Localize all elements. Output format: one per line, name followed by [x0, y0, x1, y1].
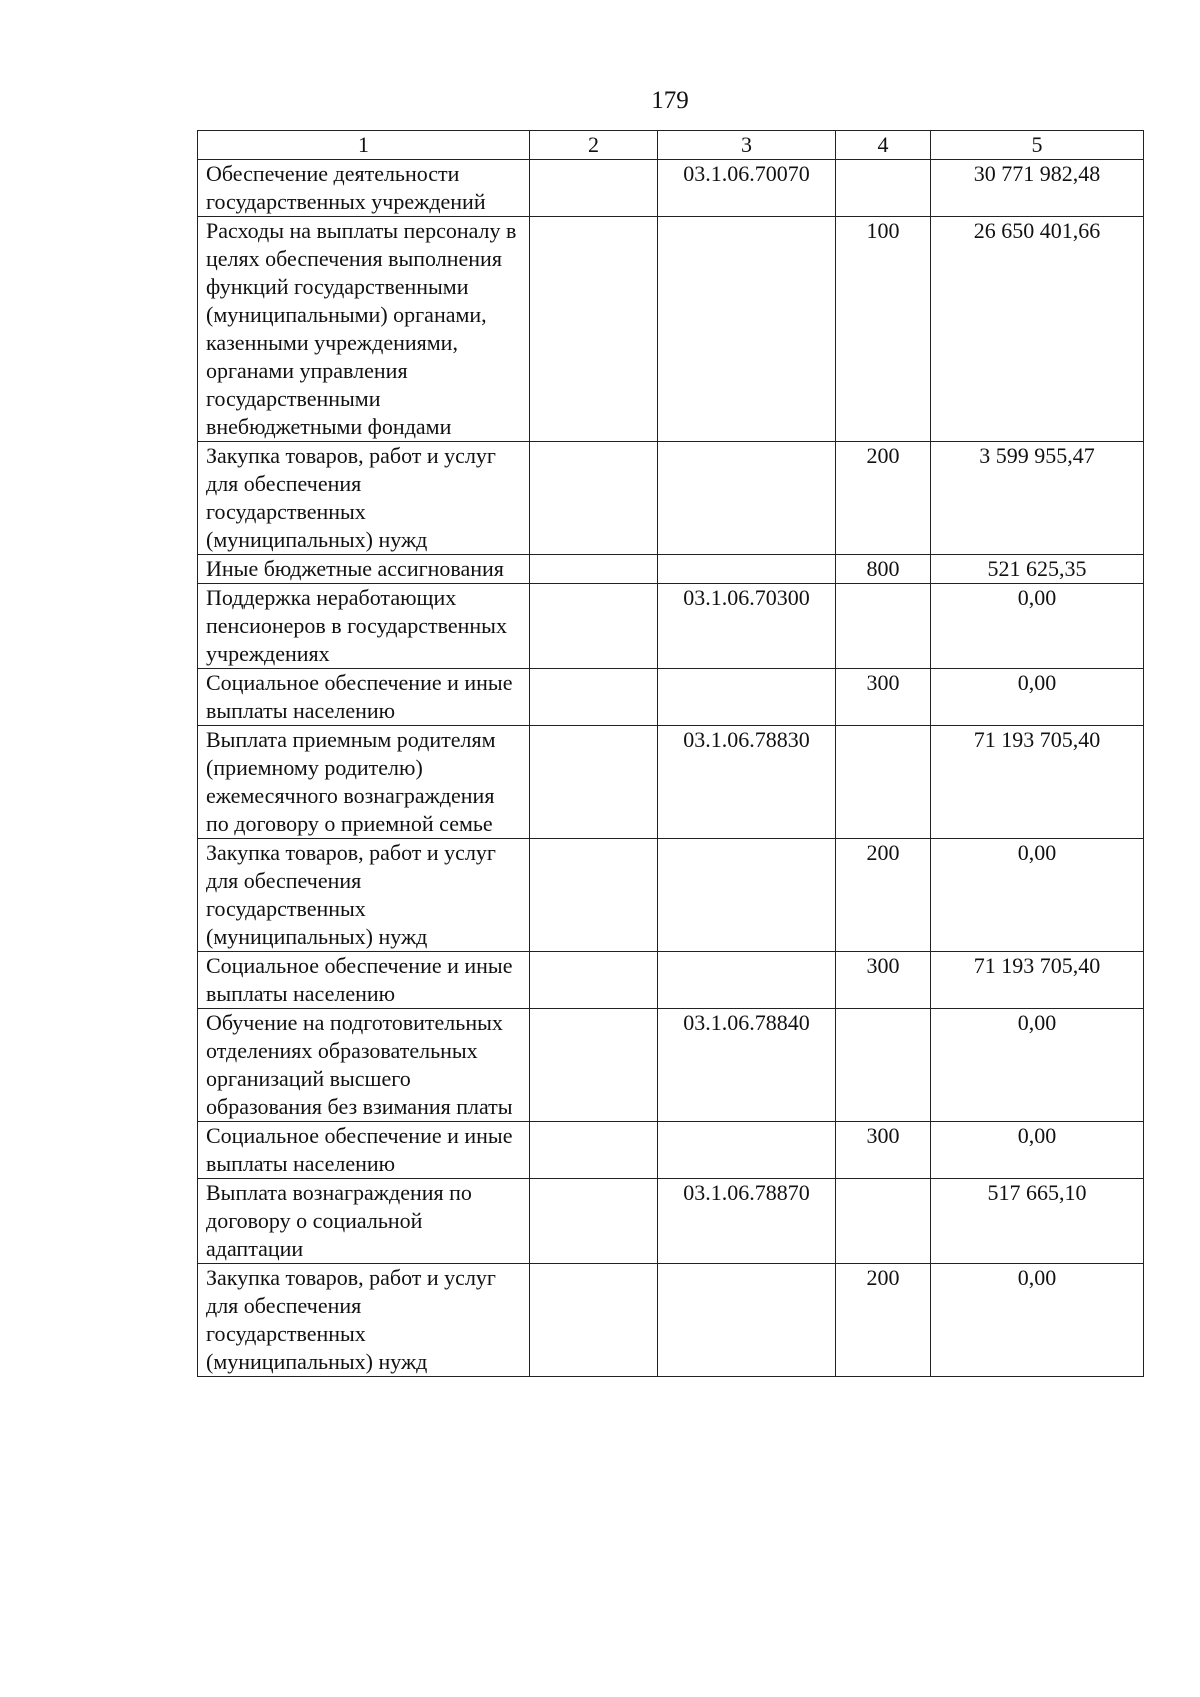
row-col2-cell: [530, 217, 658, 442]
row-col2-cell: [530, 839, 658, 952]
row-expense-type-cell: 300: [836, 1122, 931, 1179]
table-row: [198, 952, 1144, 1009]
row-expense-type-cell: 100: [836, 217, 931, 442]
row-name-cell: Закупка товаров, работ и услуг для обеспечения государственных (муниципальных) нужд: [198, 1264, 530, 1377]
row-expense-type-cell: [836, 726, 931, 839]
table-row: [198, 726, 1144, 839]
row-name-cell: Социальное обеспечение и иные выплаты населению: [198, 952, 530, 1009]
row-col2-cell: [530, 584, 658, 669]
row-expense-type-cell: 300: [836, 669, 931, 726]
row-expense-type-cell: 300: [836, 952, 931, 1009]
row-col2-cell: [530, 1122, 658, 1179]
row-expense-type-cell: [836, 584, 931, 669]
row-amount-cell: 0,00: [931, 1009, 1144, 1122]
table-row: [198, 839, 1144, 952]
table-row: [198, 1264, 1144, 1377]
row-code-cell: 03.1.06.70070: [658, 160, 836, 217]
table-row: [198, 1122, 1144, 1179]
row-expense-type-cell: 800: [836, 555, 931, 584]
row-name-cell: Обеспечение деятельности государственных учреждений: [198, 160, 530, 217]
row-code-cell: [658, 669, 836, 726]
row-name-cell: Социальное обеспечение и иные выплаты населению: [198, 1122, 530, 1179]
row-code-cell: [658, 1122, 836, 1179]
row-name-cell: Социальное обеспечение и иные выплаты населению: [198, 669, 530, 726]
row-code-cell: [658, 217, 836, 442]
row-expense-type-cell: [836, 1009, 931, 1122]
row-amount-cell: 521 625,35: [931, 555, 1144, 584]
row-name-cell: Иные бюджетные ассигнования: [198, 555, 530, 584]
row-col2-cell: [530, 669, 658, 726]
row-code-cell: [658, 952, 836, 1009]
row-amount-cell: 71 193 705,40: [931, 726, 1144, 839]
row-name-cell: Закупка товаров, работ и услуг для обеспечения государственных (муниципальных) нужд: [198, 839, 530, 952]
row-name-cell: Обучение на подготовительных отделениях образовательных организаций высшего образования без взимания платы: [198, 1009, 530, 1122]
header-col-1: 1: [198, 131, 530, 160]
row-name-cell: Поддержка неработающих пенсионеров в государственных учреждениях: [198, 584, 530, 669]
row-code-cell: 03.1.06.78840: [658, 1009, 836, 1122]
row-expense-type-cell: 200: [836, 1264, 931, 1377]
row-amount-cell: 0,00: [931, 584, 1144, 669]
row-amount-cell: 3 599 955,47: [931, 442, 1144, 555]
row-col2-cell: [530, 1264, 658, 1377]
header-col-5: 5: [931, 131, 1144, 160]
row-name-cell: Закупка товаров, работ и услуг для обеспечения государственных (муниципальных) нужд: [198, 442, 530, 555]
row-expense-type-cell: 200: [836, 442, 931, 555]
row-expense-type-cell: [836, 160, 931, 217]
row-expense-type-cell: [836, 1179, 931, 1264]
row-code-cell: 03.1.06.78870: [658, 1179, 836, 1264]
header-col-4: 4: [836, 131, 931, 160]
table-row: [198, 1179, 1144, 1264]
table-row: [198, 555, 1144, 584]
row-col2-cell: [530, 1009, 658, 1122]
row-amount-cell: 71 193 705,40: [931, 952, 1144, 1009]
row-code-cell: 03.1.06.78830: [658, 726, 836, 839]
row-col2-cell: [530, 160, 658, 217]
row-col2-cell: [530, 442, 658, 555]
table-row: [198, 160, 1144, 217]
row-amount-cell: 517 665,10: [931, 1179, 1144, 1264]
row-name-cell: Выплата приемным родителям (приемному родителю) ежемесячного вознаграждения по договору о приемной семье: [198, 726, 530, 839]
row-code-cell: [658, 1264, 836, 1377]
row-amount-cell: 0,00: [931, 1122, 1144, 1179]
row-amount-cell: 30 771 982,48: [931, 160, 1144, 217]
row-name-cell: Выплата вознаграждения по договору о социальной адаптации: [198, 1179, 530, 1264]
row-name-cell: Расходы на выплаты персоналу в целях обеспечения выполнения функций государственными (муниципальными) органами, казенными учреждениями, органами управления государственными внебюджетными фондами: [198, 217, 530, 442]
page-number: 179: [651, 87, 689, 114]
header-col-3: 3: [658, 131, 836, 160]
row-code-cell: [658, 555, 836, 584]
table-row: [198, 442, 1144, 555]
row-amount-cell: 0,00: [931, 1264, 1144, 1377]
row-col2-cell: [530, 952, 658, 1009]
row-amount-cell: 26 650 401,66: [931, 217, 1144, 442]
row-code-cell: [658, 442, 836, 555]
budget-table: [197, 130, 1144, 1377]
row-col2-cell: [530, 555, 658, 584]
header-row: [198, 131, 1144, 160]
row-amount-cell: 0,00: [931, 669, 1144, 726]
header-col-2: 2: [530, 131, 658, 160]
table-row: [198, 1009, 1144, 1122]
row-code-cell: 03.1.06.70300: [658, 584, 836, 669]
table-row: [198, 669, 1144, 726]
row-amount-cell: 0,00: [931, 839, 1144, 952]
table-body: [198, 160, 1144, 1377]
table-row: [198, 584, 1144, 669]
row-code-cell: [658, 839, 836, 952]
row-expense-type-cell: 200: [836, 839, 931, 952]
row-col2-cell: [530, 726, 658, 839]
row-col2-cell: [530, 1179, 658, 1264]
table-row: [198, 217, 1144, 442]
